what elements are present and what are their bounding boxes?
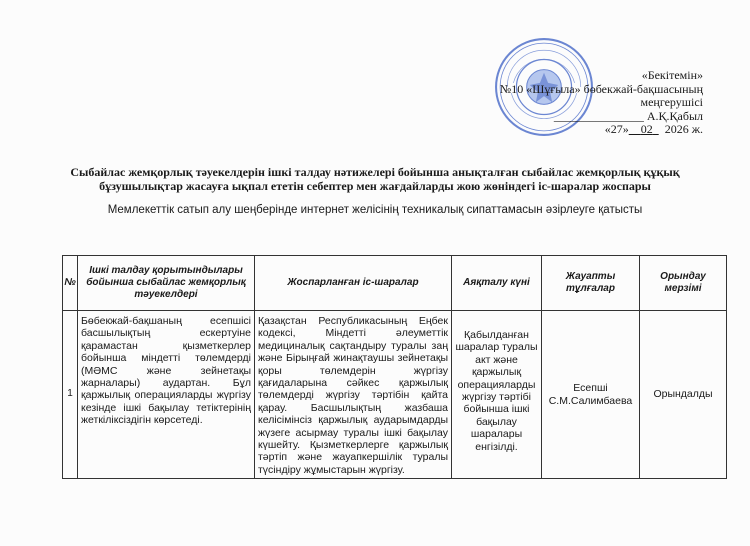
- action-plan-table: [62, 255, 727, 479]
- approval-date-month-value: 02: [640, 122, 653, 136]
- approval-block: [443, 69, 703, 137]
- row-responsible: Есепші С.М.Салимбаева: [542, 311, 640, 479]
- row-deadline: Қабылданған шаралар туралы акт және қаржылық операцияларды жүргізу тәртібі бойынша ішкі бақылау шаралары енгізілді.: [452, 311, 542, 479]
- header-risks: Ішкі талдау қорытындылары бойынша сыбайлас жемқорлық тәуекелдері: [78, 256, 255, 311]
- row-risk: Бөбекжай-бақшаның есепшісі басшылықтың ескертуіне қарамастан қызметкерлер бойынша міндетті төлемдерді (МӘМС және зейнетақы жарналары) аудартан. Бұл қаржылық операцияларды жүргізу кезінде ішкі бақылау тетіктерінің жеткіліксіздігін көрсетеді.: [78, 311, 255, 479]
- approval-position: меңгерушісі: [640, 95, 703, 109]
- table-row: [63, 311, 727, 479]
- approval-date: [443, 123, 703, 137]
- approval-date-year: 2026 ж.: [664, 122, 703, 136]
- row-measure: Қазақстан Республикасының Еңбек кодексі, Міндетті әлеуметтік медициналық сақтандыру туралы заң және Бірыңғай жинақтаушы зейнетақы қоры төлемдерін жүргізу қағидаларына сәйкес қаржылық төлемдерді жүргізу тәртібін қайта қарау. Басшылықтың жазбаша келісімінсіз қаржылық аударымдарды жүзеге асырмау туралы ішкі бақылау күшейту. Қызметкерлерге қаржылық тәртіп және жауапкершілік туралы түсіндіру жұмыстарын жүргізу.: [255, 311, 452, 479]
- table-header-row: [63, 256, 727, 311]
- header-execution: Орындау мерзімі: [640, 256, 727, 311]
- approval-signature-line: _______________ А.Қ.Қабыл: [553, 108, 703, 123]
- row-execution: Орындалды: [640, 311, 727, 479]
- approval-date-day: «27»: [604, 122, 629, 136]
- header-measures: Жоспарланған іс-шаралар: [255, 256, 452, 311]
- header-num: №: [63, 256, 78, 311]
- header-responsible: Жауапты тұлғалар: [542, 256, 640, 311]
- approval-date-month: [629, 122, 659, 136]
- document-title: Сыбайлас жемқорлық тәуекелдерін ішкі талдау нәтижелері бойынша анықталған сыбайлас жемқорлық құқық бұзушылықтар жасауға ықпал ететін себептер мен жағдайларды жою жөніндегі іс-шаралар жоспары: [70, 165, 680, 193]
- row-num: 1: [63, 311, 78, 479]
- approval-organization: №10 «Шұғыла» бөбекжай-бақшасының: [499, 81, 703, 96]
- header-deadline: Аяқталу күні: [452, 256, 542, 311]
- approval-heading: «Бекітемін»: [641, 68, 703, 82]
- document-subtitle: Мемлекеттік сатып алу шеңберінде интернет желісінің техникалық сипаттамасын әзірлеуге қатысты: [107, 204, 643, 216]
